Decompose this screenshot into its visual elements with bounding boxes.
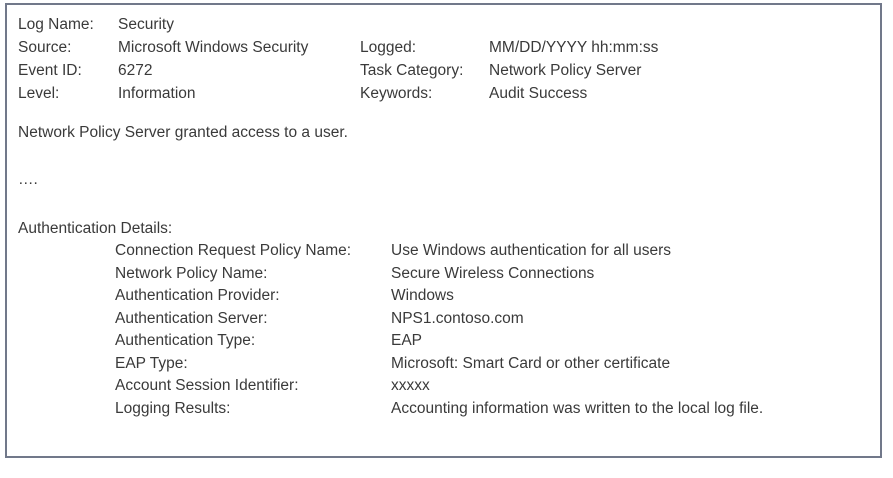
event-id-value: 6272 (118, 62, 153, 79)
detail-value: Secure Wireless Connections (391, 264, 595, 282)
event-id-label: Event ID: (18, 62, 82, 79)
detail-label: Connection Request Policy Name: (115, 242, 352, 259)
event-details-panel (5, 3, 882, 458)
detail-row-authentication-server (7, 308, 880, 331)
detail-value: Accounting information was written to the local log file. (391, 399, 764, 417)
detail-label: Network Policy Name: (115, 264, 268, 282)
header-row-event-id (7, 59, 880, 82)
header-row-source (7, 36, 880, 59)
event-description: Network Policy Server granted access to a user. (18, 124, 348, 141)
detail-value: EAP (391, 332, 423, 349)
authentication-details-heading: Authentication Details: (18, 220, 173, 237)
source-label: Source: (18, 39, 72, 56)
log-name-value: Security (118, 16, 174, 33)
header-row-level (7, 82, 880, 105)
level-value: Information (118, 85, 196, 102)
detail-label: Authentication Server: (115, 309, 268, 327)
detail-row-logging-results (7, 398, 880, 421)
source-value: Microsoft Windows Security (118, 39, 309, 56)
log-name-label: Log Name: (18, 16, 94, 33)
detail-label: Account Session Identifier: (115, 377, 299, 394)
detail-row-network-policy-name (7, 263, 880, 286)
level-label: Level: (18, 85, 60, 102)
keywords-value: Audit Success (489, 85, 588, 102)
detail-value: xxxxx (391, 377, 430, 394)
detail-row-account-session-identifier (7, 375, 880, 398)
event-details-content (7, 5, 880, 420)
detail-label: Authentication Type: (115, 332, 256, 349)
logged-label: Logged: (360, 39, 417, 56)
detail-row-eap-type (7, 353, 880, 376)
detail-value: Use Windows authentication for all users (391, 242, 671, 259)
header-spacer (360, 13, 489, 36)
keywords-label: Keywords: (360, 85, 433, 102)
detail-row-authentication-type (7, 330, 880, 353)
detail-label: Logging Results: (115, 399, 231, 417)
logged-value: MM/DD/YYYY hh:mm:ss (489, 39, 659, 56)
detail-value: NPS1.contoso.com (391, 309, 524, 327)
detail-value: Windows (391, 287, 454, 304)
detail-label: EAP Type: (115, 354, 188, 372)
truncation-ellipsis: …. (18, 171, 38, 188)
header-row-log-name (7, 13, 880, 36)
detail-row-connection-request-policy (7, 240, 880, 263)
detail-label: Authentication Provider: (115, 287, 280, 304)
task-category-label: Task Category: (360, 62, 464, 79)
detail-row-authentication-provider (7, 285, 880, 308)
task-category-value: Network Policy Server (489, 62, 642, 79)
header-spacer (489, 13, 880, 36)
detail-value: Microsoft: Smart Card or other certificate (391, 354, 671, 372)
